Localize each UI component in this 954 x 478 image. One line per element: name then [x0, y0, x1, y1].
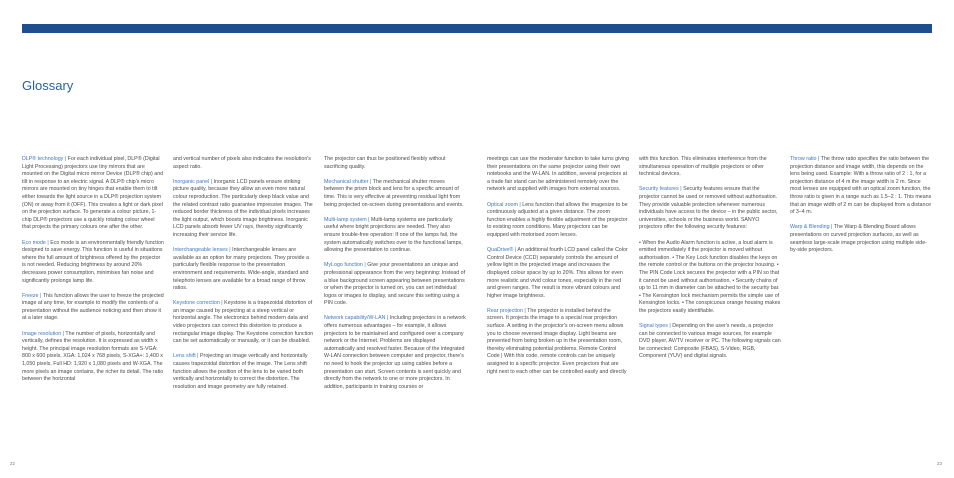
term-separator: |: [385, 315, 390, 322]
term-separator: |: [227, 247, 233, 254]
term-separator: |: [678, 186, 684, 193]
term-separator: |: [667, 323, 673, 330]
glossary-term: Image resolution: [22, 330, 62, 337]
page-number-left: 22: [10, 461, 16, 466]
glossary-column-3: [324, 156, 466, 399]
term-separator: |: [517, 201, 523, 208]
glossary-definition: The projector can thus be positioned flexibly without sacrificing quality.: [324, 156, 446, 170]
glossary-entry: [639, 240, 781, 316]
glossary-entry: [487, 308, 629, 376]
glossary-definition: Keystone is a trapezoidal distortion of an image caused by projecting at a steep vertical or horizontal angle. The electronics behind modern data and video projectors can correct this distortion to produce a rectangular image display. The Keystone correction function can be set automatically or manually, or it can be disabled.: [173, 300, 314, 345]
term-separator: |: [38, 292, 43, 299]
glossary-entry: [324, 156, 466, 171]
glossary-entry: [324, 179, 466, 209]
glossary-entry: [22, 156, 164, 232]
term-separator: |: [61, 330, 66, 337]
glossary-definition: Eco mode is an environmentally friendly function designed to save energy. This function is useful in situations where the full amount of brightness offered by the projector is not needed. Reducing brightness by around 20% decreases power consumption, minimises fan noise and significantly prolongs lamp life.: [22, 239, 164, 284]
glossary-entry: [487, 202, 629, 240]
glossary-definition: with this function. This eliminates interference from the simultaneous operation of multiple projectors or other technical devices.: [639, 156, 767, 178]
glossary-entry: [324, 262, 466, 308]
glossary-term: DLP® technology: [22, 156, 64, 162]
glossary-term: Eco mode: [22, 239, 46, 246]
glossary-term: Mechanical shutter: [324, 178, 369, 185]
glossary-entry: [487, 247, 629, 300]
term-separator: |: [209, 178, 214, 185]
glossary-term: Rear projection: [487, 307, 523, 314]
glossary-term: Interchangeable lenses: [173, 247, 228, 254]
glossary-term: Lens shift: [173, 353, 196, 360]
glossary-definition: The projector is installed behind the screen. It projects the image to a special rear projection surface. A setting in the projector's on-screen menu allows you to choose reversed image display. Light beams are prevented from being broken up in the presentation room, thereby eliminating potential problems. Remote Control Code | With this code, remote controls can be uniquely assigned to a specific projector. Even projectors that are right next to each other can be controlled easily and directly: [487, 307, 627, 375]
term-separator: |: [63, 156, 68, 162]
glossary-definition: Interchangeable lenses are available as an option for many projectors. They provide a particularly flexible response to the presentation environment and requirements. Wide-angle, standard and telephoto lenses are available for a broad range of throw ratios.: [173, 247, 309, 292]
glossary-term: Optical zoom: [487, 201, 518, 208]
glossary-column-1: [22, 156, 164, 391]
glossary-definition: Give your presentations an unique and professional appearance from the very beginning: Instead of a blue background screen appearing between presentations or when the projector is turned on, you can set individual logos or images to display, and secure this setting using a PIN code.: [324, 262, 466, 307]
glossary-definition: An additional fourth LCD panel called the Color Control Device (CCD) separately controls the amount of yellow light in the projected image and increases the displayed colour space by up to 20%. This allows for even more realistic and vivid colour tones, especially in the red and green ranges. The result is more vibrant colours and higher image brightness.: [487, 247, 628, 299]
term-separator: |: [513, 247, 518, 254]
glossary-entry: [790, 156, 932, 217]
glossary-definition: and vertical number of pixels also indicates the resolution's aspect ratio.: [173, 156, 311, 170]
term-separator: |: [368, 178, 373, 185]
glossary-column-6: [790, 156, 932, 262]
term-separator: |: [362, 262, 368, 269]
glossary-definition: Inorganic LCD panels ensure striking picture quality, because they allow an even more natural colour reproduction. The particularly deep black value and the related contrast ratio guarantee impressive images. The reduced border thickness of the individual pixels increases the light output, which boosts image brightness. Inorganic LCD panels absorb fewer UV rays, thereby significantly increasing their service life.: [173, 178, 313, 238]
glossary-entry: [639, 156, 781, 179]
glossary-entry: [173, 247, 315, 293]
glossary-definition: The mechanical shutter moves between the prism block and lens for a specific amount of time. This is very effective at preventing residual light from being projected on-screen during presentations and events.: [324, 178, 464, 208]
term-separator: |: [219, 300, 225, 307]
glossary-entry: [639, 186, 781, 232]
glossary-term: Inorganic panel: [173, 178, 210, 185]
glossary-term: MyLogo function: [324, 262, 363, 269]
glossary-column-2: [173, 156, 315, 399]
term-separator: |: [816, 156, 821, 162]
glossary-term: Signal types: [639, 323, 668, 330]
glossary-column-4: [487, 156, 629, 384]
glossary-term: QuaDrive®: [487, 247, 514, 254]
glossary-term: Throw ratio: [790, 156, 817, 162]
glossary-column-5: [639, 156, 781, 369]
glossary-definition: Projecting an image vertically and horizontally causes trapezoidal distortion of the image. The Lens shift function allows the position of the lens to be varied both vertically and horizontally to correct the distortion. The resolution and image geometry are fully retained.: [173, 353, 308, 390]
glossary-definition: Multi-lamp systems are particularly useful where bright projections are needed. They also ensure trouble-free operation: If one of the lamps fail, the system automatically switches over to the functional lamps, allowing the presentation to continue.: [324, 216, 463, 254]
glossary-definition: • When the Audio Alarm function is active, a loud alarm is emitted immediately if the projector is moved without authorisation. • The Key Lock function disables the keys on the remote control or the buttons on the projector housing. • The PIN Code Lock secures the projector with a PIN so that it cannot be used without authorisation. • Security chains of up to 11 mm in diameter can be attached to the security bar. • The Kensington lock mechanism permits the simple use of Kensington locks. • The conspicuous orange housing makes the projectors easily identifiable.: [639, 239, 781, 314]
page-number-right: 23: [937, 461, 943, 466]
glossary-entry: [22, 293, 164, 323]
glossary-term: Warp & Blending: [790, 224, 830, 231]
glossary-definition: Including projectors in a network offers numerous advantages – for example, it allows projectors to be maintained and configured over a company network or the Internet. Problems are displayed automatically and resolved faster. Because of the integrated W-LAN connection between computer and projector, there's no need to hook the projector up using cables before a presentation can start. Screen contents is sent quickly and directly from the network to one or more projectors. In addition, participants in training courses or: [324, 315, 466, 390]
glossary-term: Keystone correction: [173, 300, 220, 307]
glossary-entry: [173, 179, 315, 240]
glossary-entry: [324, 217, 466, 255]
term-separator: |: [829, 224, 834, 231]
glossary-term: Security features: [639, 186, 679, 193]
glossary-definition: meetings can use the moderator function to take turns giving their presentations on the same projector using their own notebooks and the W-LAN. In addition, several projectors at a trade fair stand can be administered remotely over the network and supplied with images from external sources.: [487, 156, 629, 193]
glossary-term: Multi-lamp system: [324, 216, 367, 223]
glossary-entry: [639, 323, 781, 361]
glossary-definition: For each individual pixel, DLP® (Digital Light Processing) projectors use tiny mirrors that are mounted on the Digital micro mirror Device (DLP® chip) and tilt in response to an electric signal. A DLP® chip's micro mirrors are mounted on tiny hinges that enable them to tilt either towards the light source in a DLP® projection system (ON) or away from it (OFF). This creates a light or dark pixel on the projection surface. To generate a colour picture, 1-chip DLP® projectors use a quickly rotating colour wheel that projects the primary colours one after the other.: [22, 156, 164, 231]
page-title: Glossary: [22, 78, 74, 93]
glossary-definition: Lens function that allows the imagesize to be continuously adjusted at a given distance. The zoom function enables a highly flexible adjustment of the projector to existing room conditions. Many projectors can be equipped with motorised zoom lenses.: [487, 201, 628, 238]
glossary-definition: The Warp & Blending Board allows presentations on curved projection surfaces, as well as seamless large-scale image projection using multiple side-by-side projectors.: [790, 224, 927, 254]
glossary-term: Network capability/W-LAN: [324, 315, 386, 322]
glossary-definition: The throw ratio specifies the ratio between the projection distance and image width, this depends on the lens being used. Example: With a throw ratio of 2 : 1, for a projection distance of 4 m the image width is 2 m. Since most lenses are equipped with an optical zoom function, the throw ratio is given in a range such as 1.5–2 : 1. This means that an image width of 2 m can be displayed from a distance of 3–4 m.: [790, 156, 932, 216]
glossary-definition: The number of pixels, horizontally and vertically, defines the resolution. It is expressed as width x height. The principal image resolution formats are S-VGA: 800 x 600 pixels, XGA: 1,024 x 768 pixels, S-XGA+: 1,400 x 1,050 pixels, Full HD: 1,920 x 1,080 pixels and W-XGA. The more pixels an image contains, the richer its detail. The ratio between the horizontal: [22, 330, 164, 383]
term-separator: |: [195, 353, 201, 360]
glossary-entry: [22, 331, 164, 384]
glossary-term: Freeze: [22, 292, 39, 299]
glossary-definition: Depending on the user's needs, a projector can be connected to various image sources, for example DVD player, AV/TV receiver or PC. The following signals can be connected: Composite (FBAS), S-Video, RGB, Component (YUV) and digital signals.: [639, 323, 781, 360]
term-separator: |: [522, 307, 528, 314]
glossary-entry: [22, 240, 164, 286]
glossary-definition: This function allows the user to freeze the projected image at any time, for example to modify the contents of a presentation without the audience noticing and then show it at a later stage.: [22, 292, 164, 322]
glossary-entry: [173, 156, 315, 171]
glossary-definition: Security features ensure that the projector cannot be used or removed without authorisation. They provide valuable protection whenever numerous individuals have access to the device – in the public sector, universities, schools or the business world. SANYO projectors offer the following security features:: [639, 186, 778, 231]
term-separator: |: [366, 216, 372, 223]
glossary-entry: [487, 156, 629, 194]
glossary-entry: [790, 224, 932, 254]
glossary-entry: [324, 315, 466, 391]
glossary-entry: [173, 353, 315, 391]
glossary-entry: [173, 300, 315, 346]
term-separator: |: [45, 239, 51, 246]
header-bar: [22, 24, 932, 33]
